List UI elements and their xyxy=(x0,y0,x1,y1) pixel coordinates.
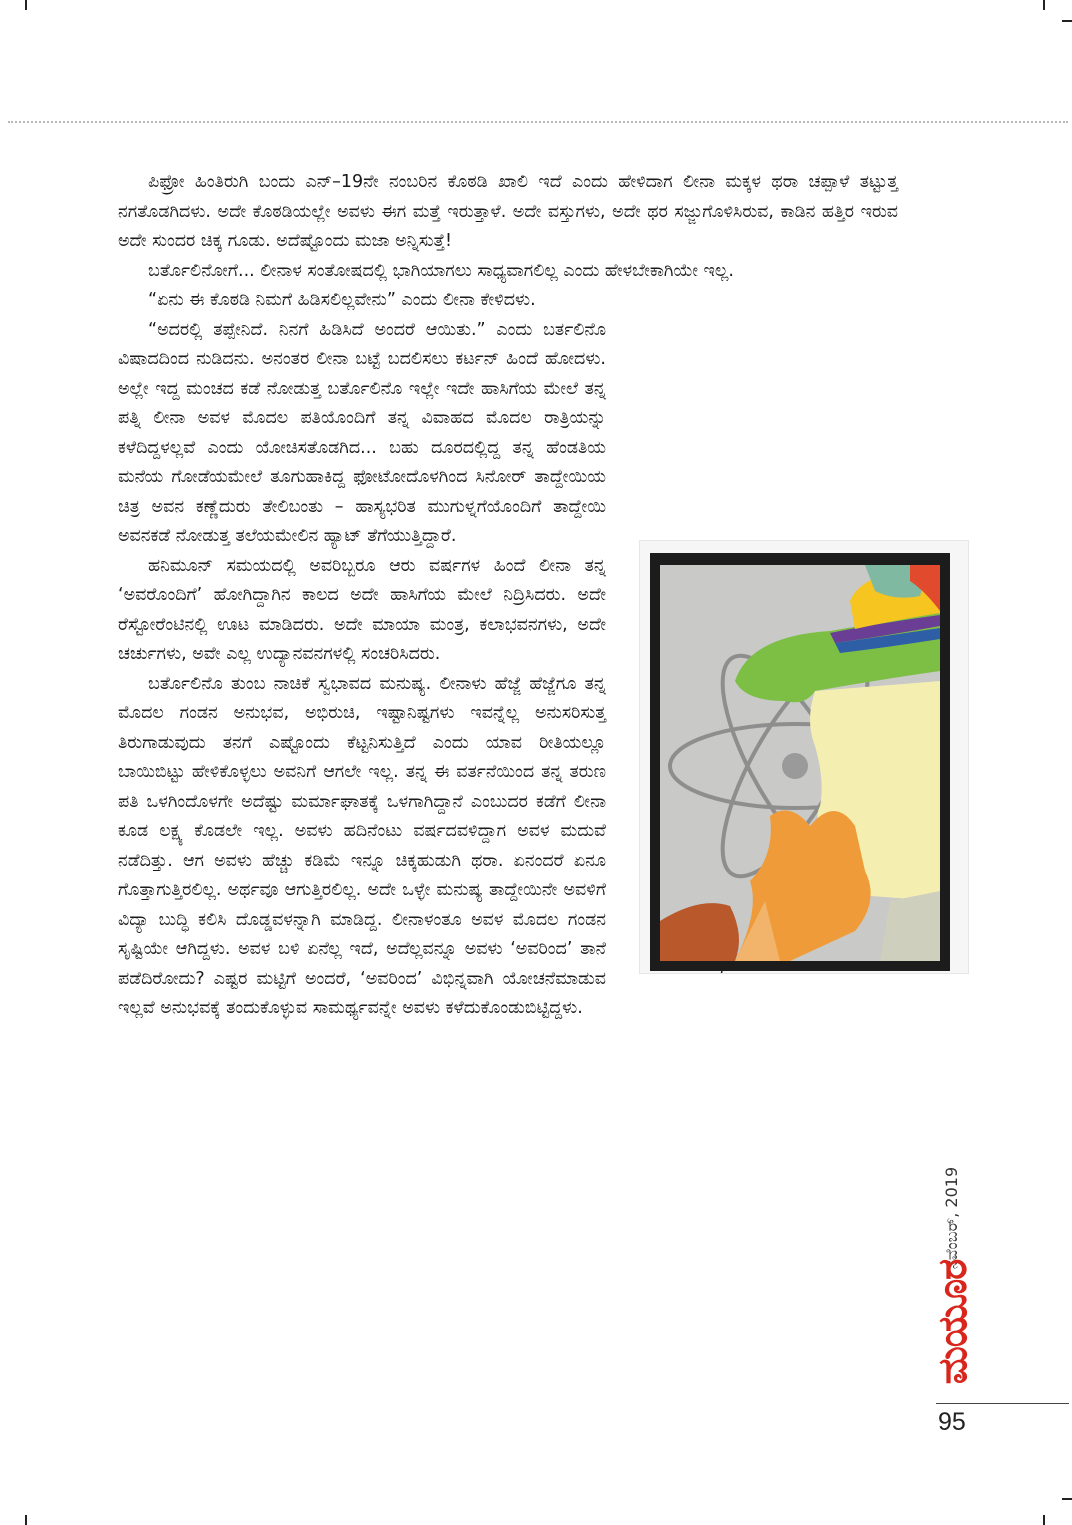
illustration-text-wrap xyxy=(606,656,898,1172)
crop-mark-top-right xyxy=(1043,0,1045,10)
crop-mark-top-left xyxy=(25,0,27,10)
footer-rule xyxy=(936,1403,1069,1404)
issue-date-text: ನವೆಂಬರ್, 2019 xyxy=(942,1166,961,1270)
crop-mark-bottom-right xyxy=(1043,1515,1045,1525)
magazine-name: ಮಯೂರ xyxy=(930,1259,976,1385)
article-body xyxy=(118,168,898,1172)
paragraph-2: ಬರ್ತೊಲಿನೋಗೆ... ಲೀನಾಳ ಸಂತೋಷದಲ್ಲಿ ಭಾಗಿಯಾಗಲು ಸಾಧ್ಯವಾಗಲಿಲ್ಲ ಎಂದು ಹೇಳಬೇಕಾಗಿಯೇ ಇಲ್ಲ. xyxy=(148,260,734,281)
paragraph-3: “ಏನು ಈ ಕೊಠಡಿ ನಿಮಗೆ ಹಿಡಿಸಲಿಲ್ಲವೇನು” ಎಂದು ಲೀನಾ ಕೇಳಿದಳು. xyxy=(148,290,536,310)
paragraph-5: ಹನಿಮೂನ್ ಸಮಯದಲ್ಲಿ ಅವರಿಬ್ಬರೂ ಆರು ವರ್ಷಗಳ ಹಿಂದೆ ಲೀನಾ ತನ್ನ ‘ಅವರೊಂದಿಗೆ’ ಹೋಗಿದ್ದಾಗಿನ ಕಾಲದ ಅದೇ ಹಾಸಿಗೆಯ ಮೇಲೆ ನಿದ್ರಿಸಿದರು. ಅದೇ ರೆಸ್ಟೋರೆಂಟಿನಲ್ಲಿ ಊಟ ಮಾಡಿದರು. ಅದೇ ಮಾಯಾ ಮಂತ್ರ, ಕಲಾಭವನಗಳು, ಅದೇ ಚರ್ಚುಗಳು, ಅವೇ ಎಲ್ಲ ಉದ್ಯಾನವನಗಳಲ್ಲಿ ಸಂಚರಿಸಿದರು. xyxy=(118,555,606,664)
crop-mark-bottom-left xyxy=(25,1515,27,1525)
crop-mark-right-bottom xyxy=(1062,1498,1072,1500)
paragraph-6: ಬರ್ತೊಲಿನೊ ತುಂಬ ನಾಚಿಕೆ ಸ್ವಭಾವದ ಮನುಷ್ಯ. ಲೀನಾಳು ಹೆಜ್ಜೆ ಹೆಜ್ಜೆಗೂ ತನ್ನ ಮೊದಲ ಗಂಡನ ಅನುಭವ, ಅಭಿರುಚಿ, ಇಷ್ಟಾನಿಷ್ಟಗಳು ಇವನ್ನೆಲ್ಲ ಅನುಸರಿಸುತ್ತ ತಿರುಗಾಡುವುದು ತನಗೆ ಎಷ್ಟೊಂದು ಕೆಟ್ಟನಿಸುತ್ತಿದೆ ಎಂದು ಯಾವ ರೀತಿಯಲ್ಲೂ ಬಾಯಿಬಿಟ್ಟು ಹೇಳಿಕೊಳ್ಳಲು ಅವನಿಗೆ ಆಗಲೇ ಇಲ್ಲ. ತನ್ನ ಈ ವರ್ತನೆಯಿಂದ ತನ್ನ ತರುಣ ಪತಿ ಒಳಗಿಂದೊಳಗೇ ಅದೆಷ್ಟು ಮರ್ಮಾಘಾತಕ್ಕೆ ಒಳಗಾಗಿದ್ದಾನೆ ಎಂಬುದರ ಕಡೆಗೆ ಲೀನಾ ಕೂಡ ಲಕ್ಷ್ಯ ಕೊಡಲೇ ಇಲ್ಲ. ಅವಳು ಹದಿನೆಂಟು ವರ್ಷದವಳಿದ್ದಾಗ ಅವಳ ಮದುವೆ ನಡೆದಿತ್ತು. ಆಗ ಅವಳು ಹೆಚ್ಚು ಕಡಿಮೆ ಇನ್ನೂ ಚಿಕ್ಕಹುಡುಗಿ ಥರಾ. ಏನಂದರೆ ಏನೂ ಗೊತ್ತಾಗುತ್ತಿರಲಿಲ್ಲ. ಅರ್ಥವೂ ಆಗುತ್ತಿರಲಿಲ್ಲ. ಅದೇ ಒಳ್ಳೇ ಮನುಷ್ಯ ತಾದ್ದೇಯಿನೇ ಅವಳಿಗೆ ವಿದ್ಯಾ ಬುದ್ಧಿ ಕಲಿಸಿ ದೊಡ್ಡವಳನ್ನಾಗಿ ಮಾಡಿದ್ದ. ಲೀನಾಳಂತೂ ಅವಳ ಮೊದಲ ಗಂಡನ ಸೃಷ್ಟಿಯೇ ಆಗಿದ್ದಳು. ಅವಳ ಬಳಿ ಏನೆಲ್ಲ ಇದೆ, ಅದೆಲ್ಲವನ್ನೂ ಅವಳು ‘ಅವರಿಂದ’ ತಾನೆ ಪಡೆದಿರೋದು? ಎಷ್ಟರ ಮಟ್ಟಿಗೆ ಅಂದರೆ, ‘ಅವರಿಂದ’ ವಿಭಿನ್ನವಾಗಿ ಯೋಚನೆಮಾಡುವ ಇಲ್ಲವೆ ಅನುಭವಕ್ಕೆ ತಂದುಕೊಳ್ಳುವ ಸಾಮರ್ಥ್ಯವನ್ನೇ ಅವಳು ಕಳೆದುಕೊಂಡುಬಿಟ್ಟಿದ್ದಳು. xyxy=(118,673,606,1018)
page-number: 95 xyxy=(938,1408,966,1436)
paragraph-4: “ಅದರಲ್ಲಿ ತಪ್ಪೇನಿದೆ. ನಿನಗೆ ಹಿಡಿಸಿದೆ ಅಂದರೆ ಆಯಿತು.” ಎಂದು ಬರ್ತಲಿನೊ ವಿಷಾದದಿಂದ ನುಡಿದನು. ಅನಂತರ ಲೀನಾ ಬಟ್ಟೆ ಬದಲಿಸಲು ಕರ್ಟನ್ ಹಿಂದೆ ಹೋದಳು. ಅಲ್ಲೇ ಇದ್ದ ಮಂಚದ ಕಡೆ ನೋಡುತ್ತ ಬರ್ತೊಲಿನೊ ಇಲ್ಲೇ ಇದೇ ಹಾಸಿಗೆಯ ಮೇಲೆ ತನ್ನ ಪತ್ನಿ ಲೀನಾ ಅವಳ ಮೊದಲ ಪತಿಯೊಂದಿಗೆ ತನ್ನ ವಿವಾಹದ ಮೊದಲ ರಾತ್ರಿಯನ್ನು ಕಳೆದಿದ್ದಳಲ್ಲವೆ ಎಂದು ಯೋಚಿಸತೊಡಗಿದ... ಬಹು ದೂರದಲ್ಲಿದ್ದ ತನ್ನ ಹೆಂಡತಿಯ ಮನೆಯ ಗೋಡೆಯಮೇಲೆ ತೂಗುಹಾಕಿದ್ದ ಫೋಟೋದೊಳಗಿಂದ ಸಿನೋರ್ ತಾದ್ದೇಯಿಯ ಚಿತ್ರ ಅವನ ಕಣ್ಣೆದುರು ತೇಲಿಬಂತು – ಹಾಸ್ಯಭರಿತ ಮುಗುಳ್ನಗೆಯೊಂದಿಗೆ ತಾದ್ದೇಯಿ ಅವನಕಡೆ ನೋಡುತ್ತ ತಲೆಯಮೇಲಿನ ಹ್ಯಾಟ್ ತೆಗೆಯುತ್ತಿದ್ದಾರೆ. xyxy=(118,319,606,546)
paragraph-1: ಪಿಫ್ರೋ ಹಿಂತಿರುಗಿ ಬಂದು ಎನ್–19ನೇ ನಂಬರಿನ ಕೊಠಡಿ ಖಾಲಿ ಇದೆ ಎಂದು ಹೇಳಿದಾಗ ಲೀನಾ ಮಕ್ಕಳ ಥರಾ ಚಪ್ಪಾಳೆ ತಟ್ಟುತ್ತ ನಗತೊಡಗಿದಳು. ಅದೇ ಕೊಠಡಿಯಲ್ಲೇ ಅವಳು ಈಗ ಮತ್ತೆ ಇರುತ್ತಾಳೆ. ಅದೇ ವಸ್ತುಗಳು, ಅದೇ ಥರ ಸಜ್ಜುಗೊಳಿಸಿರುವ, ಕಾಡಿನ ಹತ್ತಿರ ಇರುವ ಅದೇ ಸುಂದರ ಚಿಕ್ಕ ಗೂಡು. ಅದೆಷ್ಟೊಂದು ಮಜಾ ಅನ್ನಿಸುತ್ತೆ! xyxy=(118,172,898,251)
header-dotted-rule xyxy=(8,121,1068,123)
crop-mark-right-top xyxy=(1062,20,1072,22)
